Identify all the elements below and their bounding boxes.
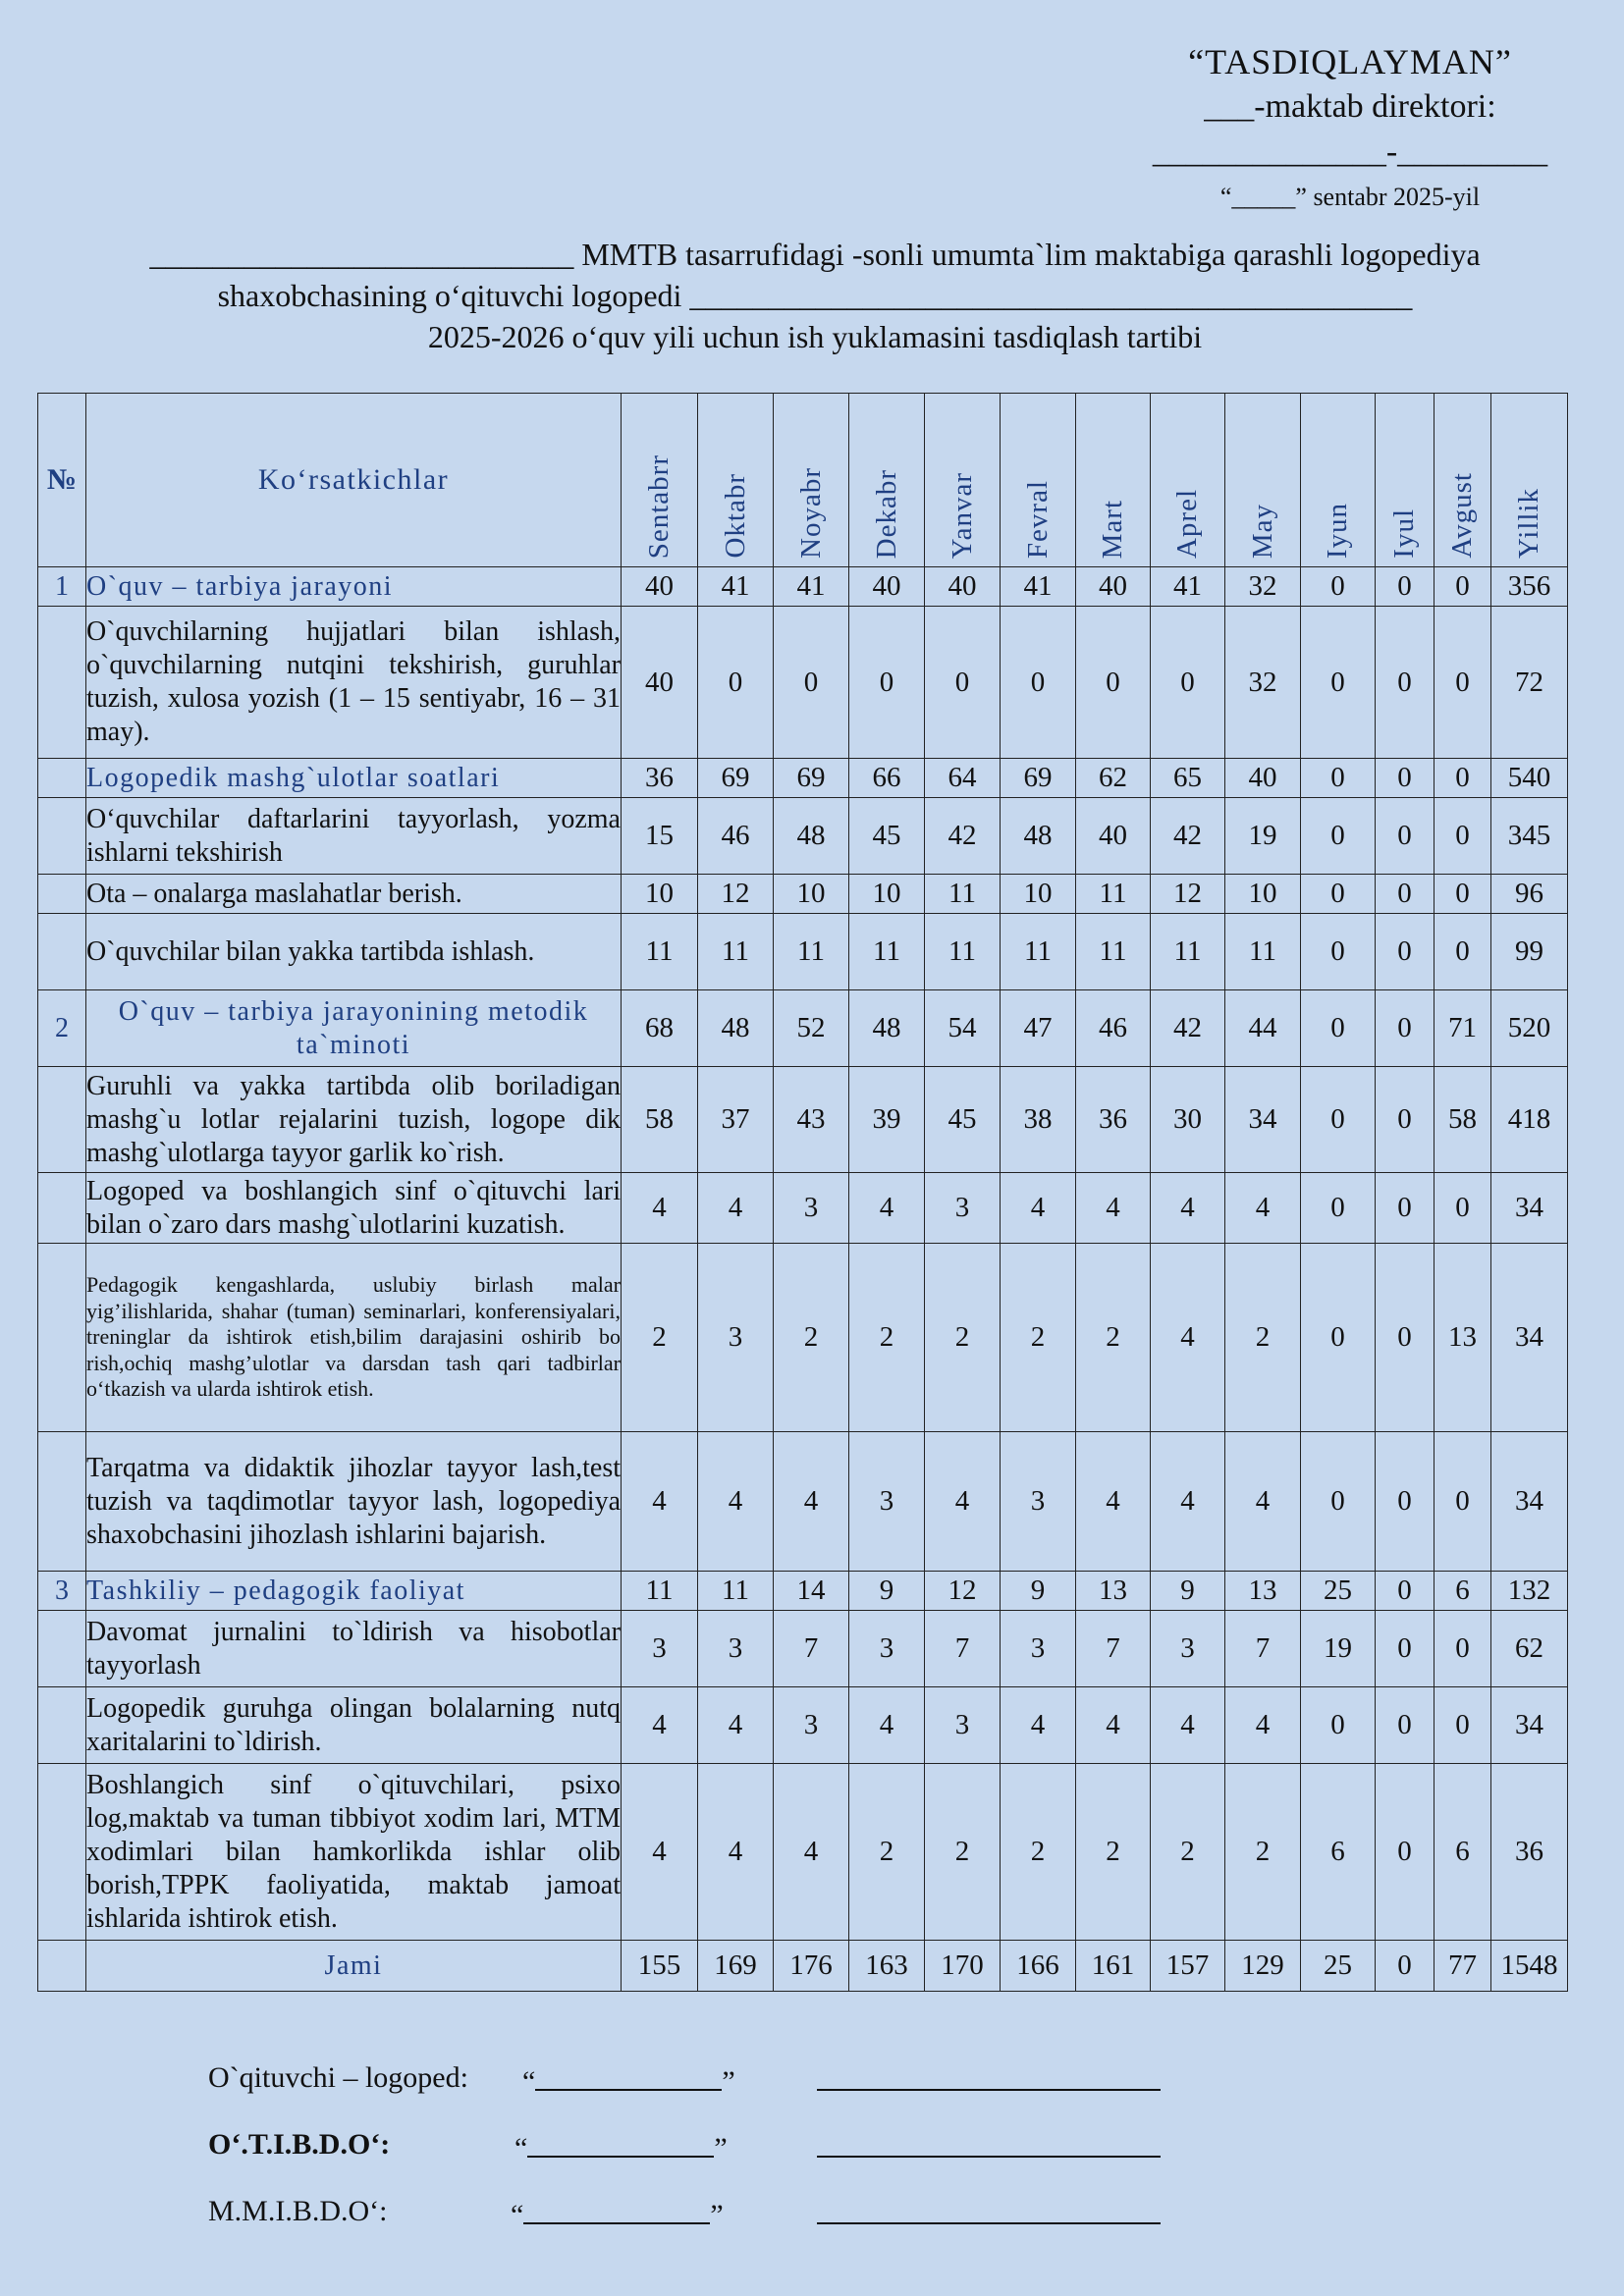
row-label: Logopedik mashg`ulotlar soatlari (86, 759, 622, 798)
month-value-cell: 0 (1151, 607, 1225, 759)
month-value-cell: 2 (925, 1244, 1001, 1432)
month-value-cell: 0 (1435, 798, 1491, 875)
month-value-cell: 4 (698, 1687, 774, 1764)
header-line-2: shaxobchasining o‘qituvchi logopedi ______________________________________________ (217, 278, 1413, 313)
row-label: Ota – onalarga maslahatlar berish. (86, 875, 622, 914)
month-value-cell: 54 (925, 990, 1001, 1067)
month-value-cell: 6 (1435, 1764, 1491, 1941)
month-value-cell: 0 (1435, 1173, 1491, 1244)
yearly-total-cell: 34 (1491, 1687, 1568, 1764)
month-value-cell: 0 (1301, 798, 1376, 875)
table-row (38, 990, 1568, 1067)
approval-signature-line: ______________-_________ (1152, 133, 1548, 170)
table-header-row (38, 394, 1568, 567)
month-value-cell: 0 (1435, 1432, 1491, 1572)
row-label: Guruhli va yakka tartibda olib boriladigan mashg`u lotlar rejalarini tuzish, logope dik mashg`ulotlarga tayyor garlik ko`rish. (86, 1067, 622, 1173)
yearly-total-cell: 356 (1491, 567, 1568, 607)
month-value-cell: 0 (1376, 875, 1435, 914)
month-value-cell: 32 (1225, 567, 1301, 607)
month-value-cell: 3 (1151, 1611, 1225, 1687)
month-value-cell: 0 (1001, 607, 1076, 759)
table-row (38, 1432, 1568, 1572)
month-value-cell: 0 (1376, 990, 1435, 1067)
row-number (38, 1067, 86, 1173)
row-label: O`quvchilar bilan yakka tartibda ishlash. (86, 914, 622, 990)
row-label: Logoped va boshlangich sinf o`qituvchi lari bilan o`zaro dars mashg`ulotlarini kuzatish. (86, 1173, 622, 1244)
month-value-cell: 4 (1001, 1173, 1076, 1244)
row-number: 1 (38, 567, 86, 607)
row-number (38, 1941, 86, 1992)
month-value-cell: 69 (1001, 759, 1076, 798)
table-row (38, 1173, 1568, 1244)
month-value-cell: 4 (1225, 1687, 1301, 1764)
month-value-cell: 0 (1376, 1764, 1435, 1941)
month-value-cell: 0 (1376, 1173, 1435, 1244)
month-value-cell: 3 (698, 1244, 774, 1432)
month-value-cell: 0 (1301, 1067, 1376, 1173)
row-number (38, 1687, 86, 1764)
month-value-cell: 15 (622, 798, 698, 875)
month-value-cell: 3 (1001, 1611, 1076, 1687)
table-row (38, 1244, 1568, 1432)
col-header-month: Mart (1076, 394, 1151, 567)
table-row (38, 875, 1568, 914)
row-number (38, 1764, 86, 1941)
month-value-cell: 11 (849, 914, 925, 990)
yearly-total-cell: 345 (1491, 798, 1568, 875)
row-label: O‘quvchilar daftarlarini tayyorlash, yozma ishlarni tekshirish (86, 798, 622, 875)
month-value-cell: 4 (849, 1687, 925, 1764)
yearly-total-cell: 540 (1491, 759, 1568, 798)
month-value-cell: 4 (1151, 1432, 1225, 1572)
month-value-cell: 25 (1301, 1572, 1376, 1611)
month-value-cell: 0 (1301, 607, 1376, 759)
month-value-cell: 4 (774, 1432, 849, 1572)
col-header-month: Iyun (1301, 394, 1376, 567)
month-value-cell: 7 (925, 1611, 1001, 1687)
month-value-cell: 2 (1225, 1244, 1301, 1432)
month-value-cell: 0 (1376, 1941, 1435, 1992)
month-value-cell: 30 (1151, 1067, 1225, 1173)
month-value-cell: 11 (774, 914, 849, 990)
signature-otibdo: O‘.T.I.B.D.O‘: “ ” (208, 2128, 503, 2162)
month-value-cell: 3 (622, 1611, 698, 1687)
row-number (38, 1244, 86, 1432)
month-value-cell: 14 (774, 1572, 849, 1611)
month-value-cell: 40 (925, 567, 1001, 607)
yearly-total-cell: 520 (1491, 990, 1568, 1067)
month-value-cell: 45 (925, 1067, 1001, 1173)
month-value-cell: 0 (1301, 914, 1376, 990)
month-value-cell: 4 (1151, 1687, 1225, 1764)
month-value-cell: 0 (1376, 1067, 1435, 1173)
month-value-cell: 36 (622, 759, 698, 798)
row-number: 3 (38, 1572, 86, 1611)
month-value-cell: 0 (1376, 798, 1435, 875)
month-value-cell: 3 (925, 1687, 1001, 1764)
row-label: O`quv – tarbiya jarayoni (86, 567, 622, 607)
month-value-cell: 0 (1435, 914, 1491, 990)
month-value-cell: 169 (698, 1941, 774, 1992)
month-value-cell: 48 (698, 990, 774, 1067)
table-row (38, 1611, 1568, 1687)
signature-label: M.M.I.B.D.O‘: (208, 2195, 388, 2227)
row-number: 2 (38, 990, 86, 1067)
month-value-cell: 41 (774, 567, 849, 607)
col-header-month: Oktabr (698, 394, 774, 567)
month-value-cell: 0 (698, 607, 774, 759)
row-label: O`quv – tarbiya jarayonining metodik ta`minoti (86, 990, 622, 1067)
col-header-month: Aprel (1151, 394, 1225, 567)
month-value-cell: 2 (1225, 1764, 1301, 1941)
month-value-cell: 4 (1151, 1173, 1225, 1244)
month-value-cell: 40 (1225, 759, 1301, 798)
month-value-cell: 77 (1435, 1941, 1491, 1992)
month-value-cell: 0 (849, 607, 925, 759)
month-value-cell: 4 (774, 1764, 849, 1941)
month-value-cell: 4 (622, 1764, 698, 1941)
approval-block (1129, 39, 1571, 220)
month-value-cell: 2 (1076, 1764, 1151, 1941)
month-value-cell: 166 (1001, 1941, 1076, 1992)
month-value-cell: 12 (1151, 875, 1225, 914)
row-number (38, 1432, 86, 1572)
month-value-cell: 41 (1151, 567, 1225, 607)
table-row (38, 914, 1568, 990)
month-value-cell: 2 (849, 1764, 925, 1941)
month-value-cell: 52 (774, 990, 849, 1067)
month-value-cell: 7 (1225, 1611, 1301, 1687)
month-value-cell: 42 (1151, 798, 1225, 875)
month-value-cell: 163 (849, 1941, 925, 1992)
month-value-cell: 3 (925, 1173, 1001, 1244)
month-value-cell: 19 (1225, 798, 1301, 875)
month-value-cell: 4 (849, 1173, 925, 1244)
month-value-cell: 11 (1151, 914, 1225, 990)
month-value-cell: 47 (1001, 990, 1076, 1067)
signature-line (817, 2156, 1161, 2158)
month-value-cell: 4 (698, 1173, 774, 1244)
month-value-cell: 11 (1076, 914, 1151, 990)
col-header-month: May (1225, 394, 1301, 567)
month-value-cell: 40 (849, 567, 925, 607)
month-value-cell: 68 (622, 990, 698, 1067)
month-value-cell: 4 (622, 1687, 698, 1764)
yearly-total-cell: 99 (1491, 914, 1568, 990)
month-value-cell: 4 (622, 1173, 698, 1244)
month-value-cell: 4 (698, 1432, 774, 1572)
table-row (38, 1067, 1568, 1173)
col-header-number: № (38, 394, 86, 567)
month-value-cell: 9 (849, 1572, 925, 1611)
month-value-cell: 34 (1225, 1067, 1301, 1173)
month-value-cell: 11 (622, 914, 698, 990)
yearly-total-cell: 1548 (1491, 1941, 1568, 1992)
month-value-cell: 36 (1076, 1067, 1151, 1173)
yearly-total-cell: 34 (1491, 1432, 1568, 1572)
signature-line (817, 2089, 1161, 2091)
yearly-total-cell: 418 (1491, 1067, 1568, 1173)
month-value-cell: 11 (1076, 875, 1151, 914)
row-number (38, 875, 86, 914)
month-value-cell: 13 (1225, 1572, 1301, 1611)
month-value-cell: 3 (698, 1611, 774, 1687)
col-header-month: Dekabr (849, 394, 925, 567)
month-value-cell: 43 (774, 1067, 849, 1173)
month-value-cell: 71 (1435, 990, 1491, 1067)
month-value-cell: 10 (1001, 875, 1076, 914)
row-number (38, 1611, 86, 1687)
month-value-cell: 66 (849, 759, 925, 798)
month-value-cell: 0 (1301, 990, 1376, 1067)
table-row (38, 1572, 1568, 1611)
month-value-cell: 10 (774, 875, 849, 914)
month-value-cell: 11 (925, 914, 1001, 990)
table-row (38, 759, 1568, 798)
yearly-total-cell: 36 (1491, 1764, 1568, 1941)
col-header-indicators: Ko‘rsatkichlar (86, 394, 622, 567)
table-row (38, 798, 1568, 875)
month-value-cell: 40 (1076, 798, 1151, 875)
month-value-cell: 3 (774, 1687, 849, 1764)
month-value-cell: 2 (774, 1244, 849, 1432)
header-line-1: ___________________________ MMTB tasarrufidagi -sonli umumta`lim maktabiga qarashli logopediya (149, 237, 1481, 272)
row-label: Tashkiliy – pedagogik faoliyat (86, 1572, 622, 1611)
month-value-cell: 0 (1376, 1572, 1435, 1611)
signature-mmibdo: M.M.I.B.D.O‘: “ ” (208, 2195, 503, 2228)
month-value-cell: 3 (849, 1432, 925, 1572)
month-value-cell: 9 (1001, 1572, 1076, 1611)
month-value-cell: 62 (1076, 759, 1151, 798)
month-value-cell: 37 (698, 1067, 774, 1173)
row-label: Pedagogik kengashlarda, uslubiy birlash malar yig’ilishlarida, shahar (tuman) seminarlari, konferensiyalari, treninglar da ishtirok etish,bilim darajasini oshirib bo rish,ochiq mashg’ulotlar va darsdan tash qari tadbirlar o‘tkazish va ularda ishtirok etish. (86, 1244, 622, 1432)
month-value-cell: 0 (1376, 1611, 1435, 1687)
yearly-total-cell: 132 (1491, 1572, 1568, 1611)
month-value-cell: 45 (849, 798, 925, 875)
month-value-cell: 2 (925, 1764, 1001, 1941)
month-value-cell: 32 (1225, 607, 1301, 759)
month-value-cell: 3 (849, 1611, 925, 1687)
month-value-cell: 40 (622, 607, 698, 759)
month-value-cell: 58 (622, 1067, 698, 1173)
approval-title: “TASDIQLAYMAN” (1188, 42, 1512, 81)
month-value-cell: 3 (774, 1173, 849, 1244)
month-value-cell: 2 (622, 1244, 698, 1432)
month-value-cell: 129 (1225, 1941, 1301, 1992)
row-number (38, 759, 86, 798)
month-value-cell: 0 (1376, 1432, 1435, 1572)
col-header-month: Iyul (1376, 394, 1435, 567)
month-value-cell: 6 (1301, 1764, 1376, 1941)
signature-line (817, 2222, 1161, 2224)
month-value-cell: 48 (849, 990, 925, 1067)
approval-date-line: “_____” sentabr 2025-yil (1219, 183, 1481, 211)
yearly-total-cell: 72 (1491, 607, 1568, 759)
month-value-cell: 2 (1001, 1764, 1076, 1941)
col-header-month: Yanvar (925, 394, 1001, 567)
month-value-cell: 0 (1301, 1173, 1376, 1244)
month-value-cell: 4 (1076, 1687, 1151, 1764)
month-value-cell: 2 (849, 1244, 925, 1432)
month-value-cell: 12 (698, 875, 774, 914)
month-value-cell: 0 (1301, 1432, 1376, 1572)
col-header-month: Avgust (1435, 394, 1491, 567)
month-value-cell: 0 (1435, 875, 1491, 914)
month-value-cell: 0 (1376, 607, 1435, 759)
month-value-cell: 64 (925, 759, 1001, 798)
month-value-cell: 4 (925, 1432, 1001, 1572)
month-value-cell: 4 (1076, 1173, 1151, 1244)
table-row (38, 1764, 1568, 1941)
table-row (38, 607, 1568, 759)
yearly-total-cell: 34 (1491, 1173, 1568, 1244)
month-value-cell: 4 (1225, 1432, 1301, 1572)
month-value-cell: 11 (698, 914, 774, 990)
month-value-cell: 4 (1225, 1173, 1301, 1244)
month-value-cell: 170 (925, 1941, 1001, 1992)
row-number (38, 798, 86, 875)
month-value-cell: 69 (698, 759, 774, 798)
month-value-cell: 0 (1435, 1611, 1491, 1687)
row-label: Tarqatma va didaktik jihozlar tayyor lash,test tuzish va taqdimotlar tayyor lash, logopediya shaxobchasini jihozlash ishlarini bajarish. (86, 1432, 622, 1572)
month-value-cell: 46 (698, 798, 774, 875)
row-number (38, 607, 86, 759)
month-value-cell: 2 (1151, 1764, 1225, 1941)
month-value-cell: 10 (849, 875, 925, 914)
month-value-cell: 41 (698, 567, 774, 607)
month-value-cell: 13 (1435, 1244, 1491, 1432)
signature-label: O‘.T.I.B.D.O‘: (208, 2128, 391, 2161)
row-label: Boshlangich sinf o`qituvchilari, psixo log,maktab va tuman tibbiyot xodim lari, MTM xodimlari bilan hamkorlikda ishlar olib borish,TPPK faoliyatida, maktab jamoat ishlarida ishtirok etish. (86, 1764, 622, 1941)
row-label: Logopedik guruhga olingan bolalarning nutq xaritalarini to`ldirish. (86, 1687, 622, 1764)
yearly-total-cell: 62 (1491, 1611, 1568, 1687)
month-value-cell: 0 (1301, 759, 1376, 798)
month-value-cell: 0 (925, 607, 1001, 759)
month-value-cell: 42 (925, 798, 1001, 875)
month-value-cell: 7 (774, 1611, 849, 1687)
month-value-cell: 19 (1301, 1611, 1376, 1687)
month-value-cell: 4 (1151, 1244, 1225, 1432)
document-header (39, 234, 1591, 357)
month-value-cell: 25 (1301, 1941, 1376, 1992)
signature-label: O`qituvchi – logoped: (208, 2061, 468, 2094)
row-number (38, 1173, 86, 1244)
month-value-cell: 11 (925, 875, 1001, 914)
col-header-month: Noyabr (774, 394, 849, 567)
month-value-cell: 40 (1076, 567, 1151, 607)
month-value-cell: 157 (1151, 1941, 1225, 1992)
month-value-cell: 48 (774, 798, 849, 875)
month-value-cell: 9 (1151, 1572, 1225, 1611)
month-value-cell: 7 (1076, 1611, 1151, 1687)
month-value-cell: 0 (1435, 567, 1491, 607)
month-value-cell: 155 (622, 1941, 698, 1992)
month-value-cell: 58 (1435, 1067, 1491, 1173)
month-value-cell: 11 (1001, 914, 1076, 990)
approval-director-line: ___-maktab direktori: (1204, 88, 1496, 125)
month-value-cell: 69 (774, 759, 849, 798)
month-value-cell: 0 (1376, 1687, 1435, 1764)
month-value-cell: 0 (1076, 607, 1151, 759)
month-value-cell: 0 (1435, 607, 1491, 759)
month-value-cell: 0 (1435, 1687, 1491, 1764)
row-label: Davomat jurnalini to`ldirish va hisobotlar tayyorlash (86, 1611, 622, 1687)
month-value-cell: 11 (1225, 914, 1301, 990)
col-header-month: Fevral (1001, 394, 1076, 567)
month-value-cell: 40 (622, 567, 698, 607)
month-value-cell: 13 (1076, 1572, 1151, 1611)
month-value-cell: 41 (1001, 567, 1076, 607)
month-value-cell: 0 (1301, 567, 1376, 607)
month-value-cell: 2 (1001, 1244, 1076, 1432)
yearly-total-cell: 96 (1491, 875, 1568, 914)
yearly-total-cell: 34 (1491, 1244, 1568, 1432)
row-label: O`quvchilarning hujjatlari bilan ishlash, o`quvchilarning nutqini tekshirish, guruhlar tuzish, xulosa yozish (1 – 15 sentiyabr, 16 – 31 may). (86, 607, 622, 759)
month-value-cell: 0 (1376, 1244, 1435, 1432)
col-header-month: Sentabrr (622, 394, 698, 567)
month-value-cell: 0 (1376, 759, 1435, 798)
month-value-cell: 4 (622, 1432, 698, 1572)
table-row (38, 567, 1568, 607)
month-value-cell: 4 (1001, 1687, 1076, 1764)
table-row (38, 1941, 1568, 1992)
workload-table (37, 393, 1568, 1992)
month-value-cell: 12 (925, 1572, 1001, 1611)
month-value-cell: 46 (1076, 990, 1151, 1067)
row-label: Jami (86, 1941, 622, 1992)
month-value-cell: 10 (622, 875, 698, 914)
month-value-cell: 44 (1225, 990, 1301, 1067)
month-value-cell: 0 (1376, 567, 1435, 607)
month-value-cell: 48 (1001, 798, 1076, 875)
month-value-cell: 0 (1301, 1687, 1376, 1764)
month-value-cell: 0 (1435, 759, 1491, 798)
month-value-cell: 161 (1076, 1941, 1151, 1992)
month-value-cell: 11 (622, 1572, 698, 1611)
month-value-cell: 0 (1301, 1244, 1376, 1432)
month-value-cell: 65 (1151, 759, 1225, 798)
table-row (38, 1687, 1568, 1764)
month-value-cell: 10 (1225, 875, 1301, 914)
month-value-cell: 11 (698, 1572, 774, 1611)
month-value-cell: 38 (1001, 1067, 1076, 1173)
month-value-cell: 42 (1151, 990, 1225, 1067)
month-value-cell: 0 (1301, 875, 1376, 914)
document-title: 2025-2026 o‘quv yili uchun ish yuklamasini tasdiqlash tartibi (427, 319, 1203, 354)
signature-teacher: O`qituvchi – logoped: “ ” (208, 2061, 503, 2095)
month-value-cell: 6 (1435, 1572, 1491, 1611)
row-number (38, 914, 86, 990)
month-value-cell: 39 (849, 1067, 925, 1173)
month-value-cell: 4 (1076, 1432, 1151, 1572)
month-value-cell: 0 (1376, 914, 1435, 990)
month-value-cell: 3 (1001, 1432, 1076, 1572)
month-value-cell: 4 (698, 1764, 774, 1941)
month-value-cell: 0 (774, 607, 849, 759)
col-header-yearly: Yillik (1491, 394, 1568, 567)
month-value-cell: 2 (1076, 1244, 1151, 1432)
month-value-cell: 176 (774, 1941, 849, 1992)
